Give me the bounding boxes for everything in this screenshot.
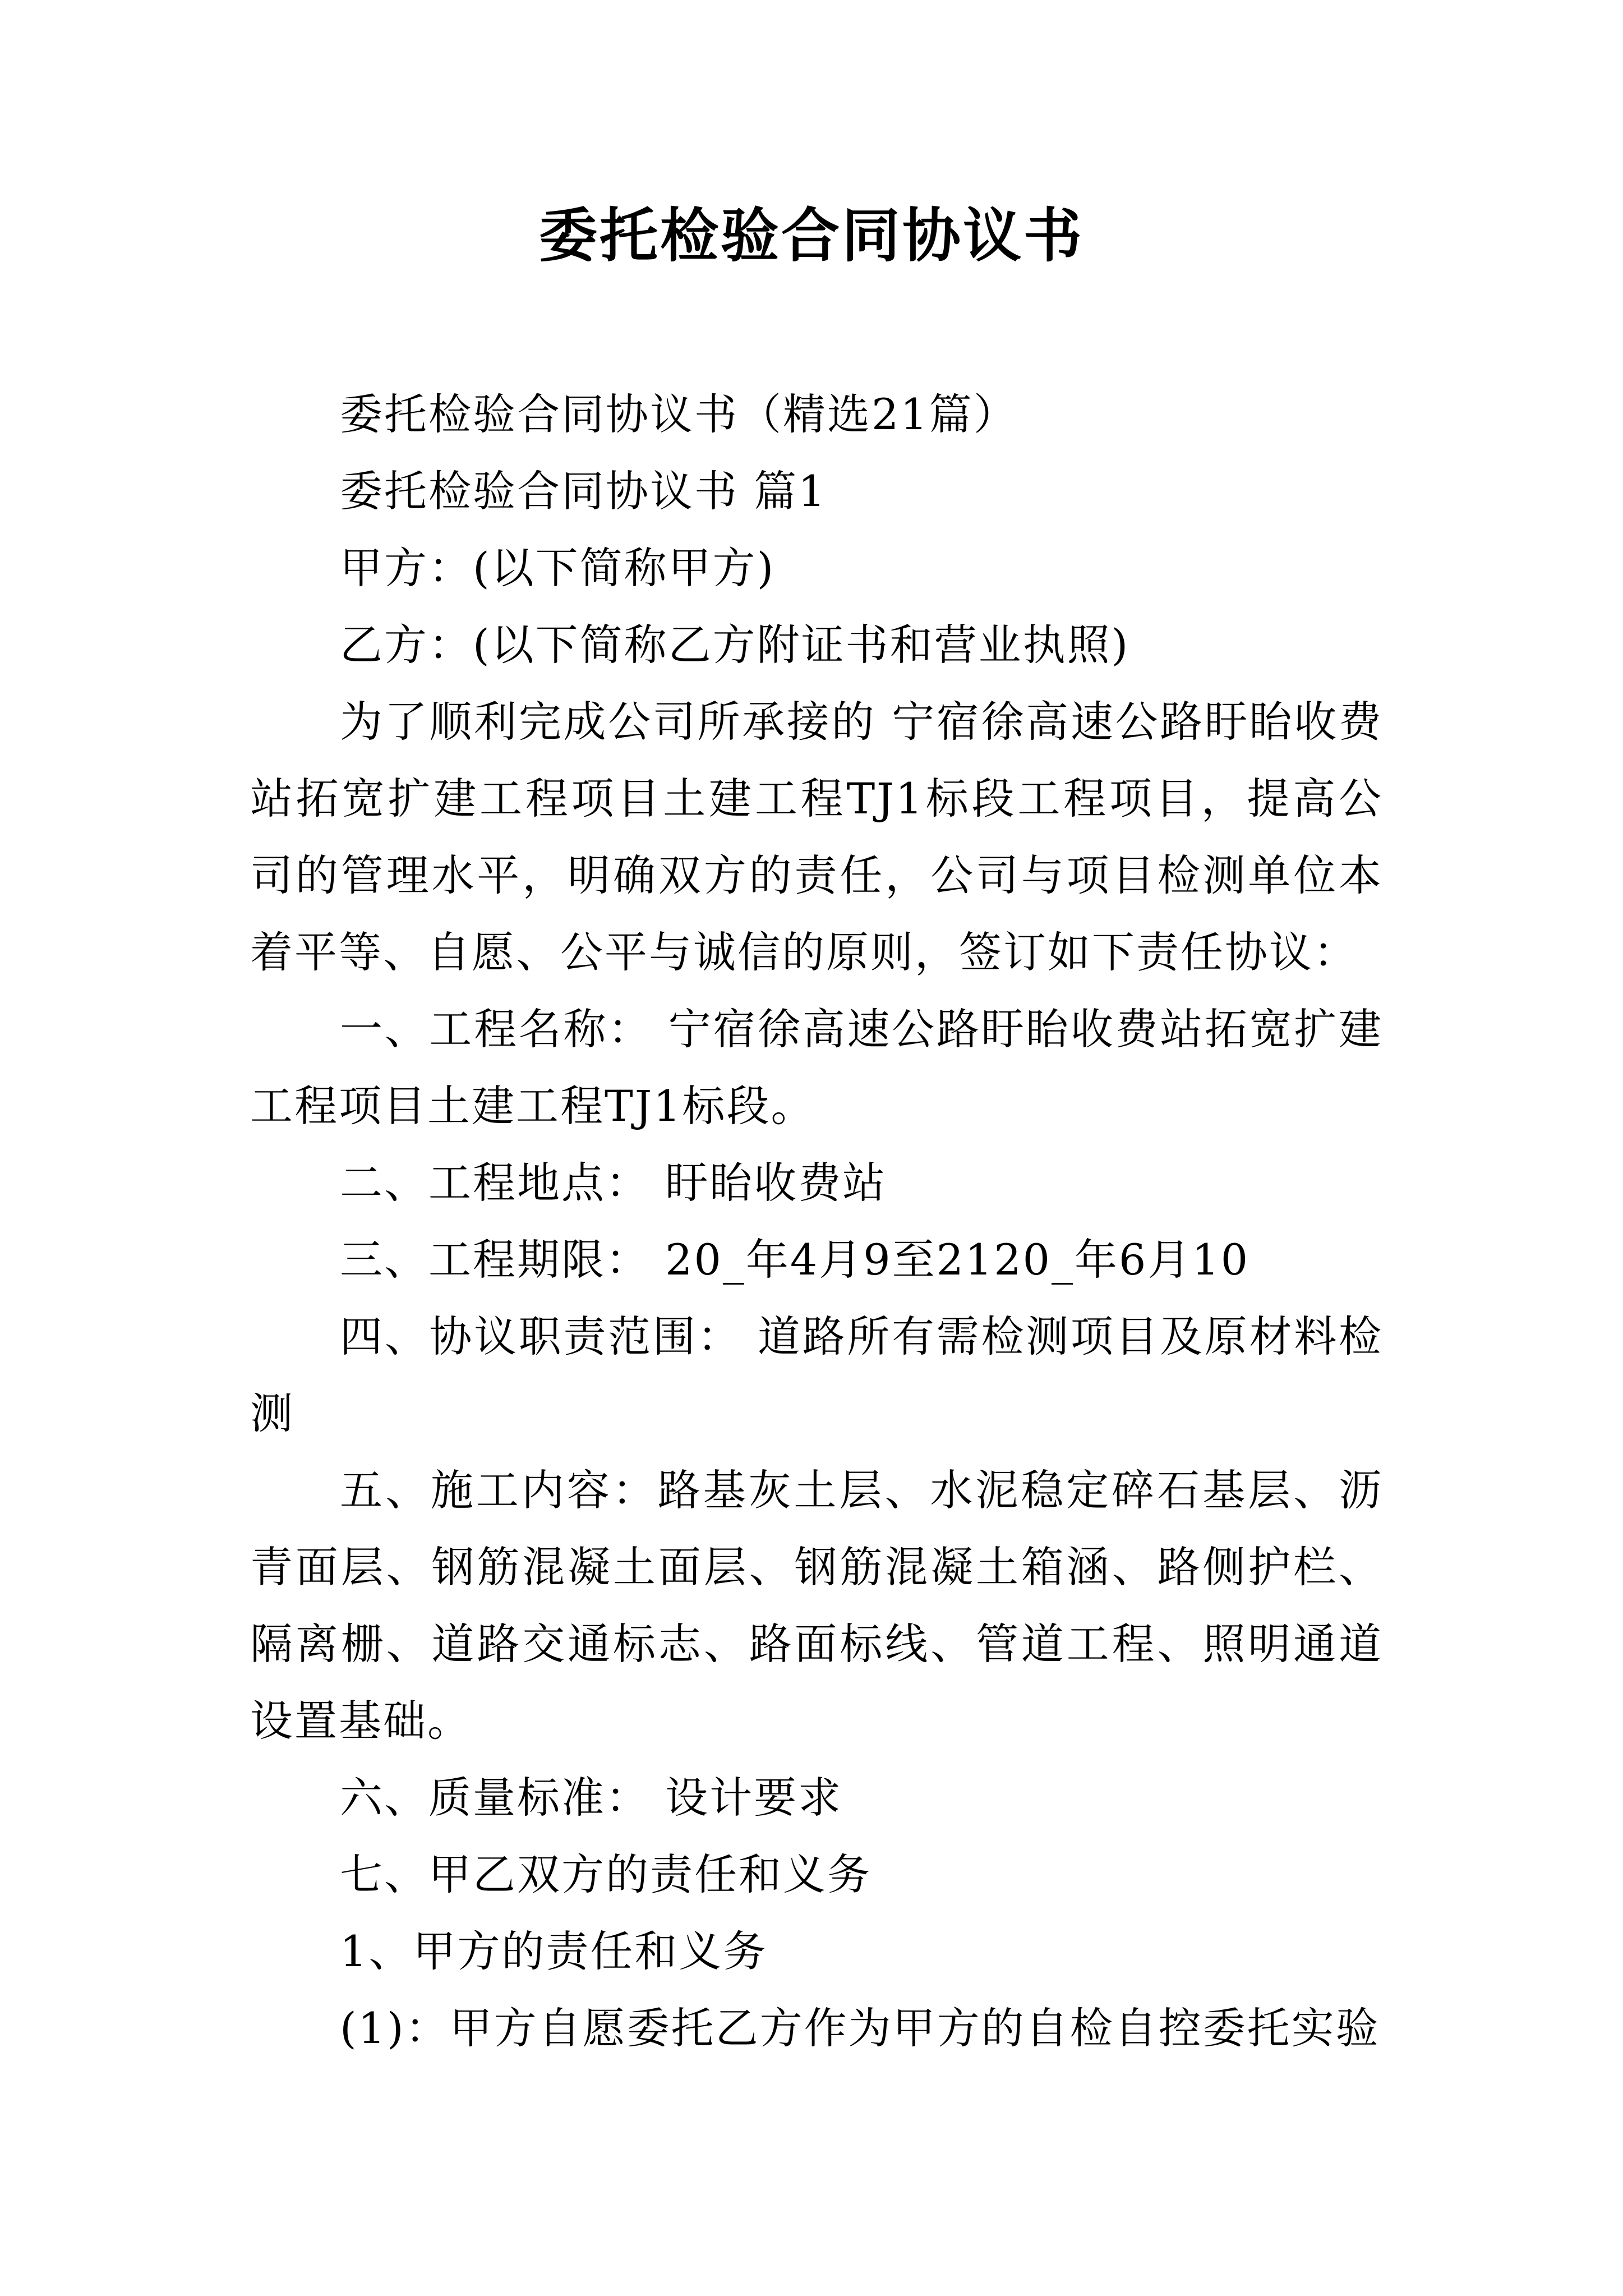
paragraph-party-a-duties: 1、甲方的责任和义务 (340, 1926, 768, 1976)
paragraph-heading-selection: 委托检验合同协议书（精选21篇） (340, 389, 1018, 439)
paragraph-quality-standard: 六、质量标准： 设计要求 (340, 1773, 843, 1823)
paragraph-scope: 四、协议职责范围： 道路所有需检测项目及原材料检测 (250, 1312, 1383, 1438)
document-body (250, 376, 1383, 2067)
paragraph-party-a: 甲方：(以下简称甲方) (340, 543, 776, 593)
paragraph-project-period: 三、工程期限： 20_年4月9至2120_年6月10 (340, 1235, 1250, 1285)
paragraph-chapter-title: 委托检验合同协议书 篇1 (340, 466, 827, 516)
paragraph-responsibilities: 七、甲乙双方的责任和义务 (340, 1849, 872, 1899)
paragraph-party-b: 乙方：(以下简称乙方附证书和营业执照) (340, 620, 1130, 670)
paragraph-project-name: 一、工程名称： 宁宿徐高速公路盱眙收费站拓宽扩建工程项目土建工程TJ1标段。 (250, 1004, 1383, 1131)
paragraph-item-1: (1)：甲方自愿委托乙方作为甲方的自检自控委托实验 (340, 2003, 1380, 2053)
document-title: 委托检验合同协议书 (538, 201, 1084, 270)
paragraph-project-location: 二、工程地点： 盱眙收费站 (340, 1158, 887, 1208)
paragraph-preamble: 为了顺利完成公司所承接的 宁宿徐高速公路盱眙收费站拓宽扩建工程项目土建工程TJ1标段工程项目，提高公司的管理水平，明确双方的责任，公司与项目检测单位本着平等、自愿、公平与诚信的原则，签订如下责任协议： (250, 697, 1383, 977)
paragraph-construction-content: 五、施工内容：路基灰土层、水泥稳定碎石基层、沥青面层、钢筋混凝土面层、钢筋混凝土箱涵、路侧护栏、隔离栅、道路交通标志、路面标线、管道工程、照明通道设置基础。 (250, 1465, 1383, 1746)
